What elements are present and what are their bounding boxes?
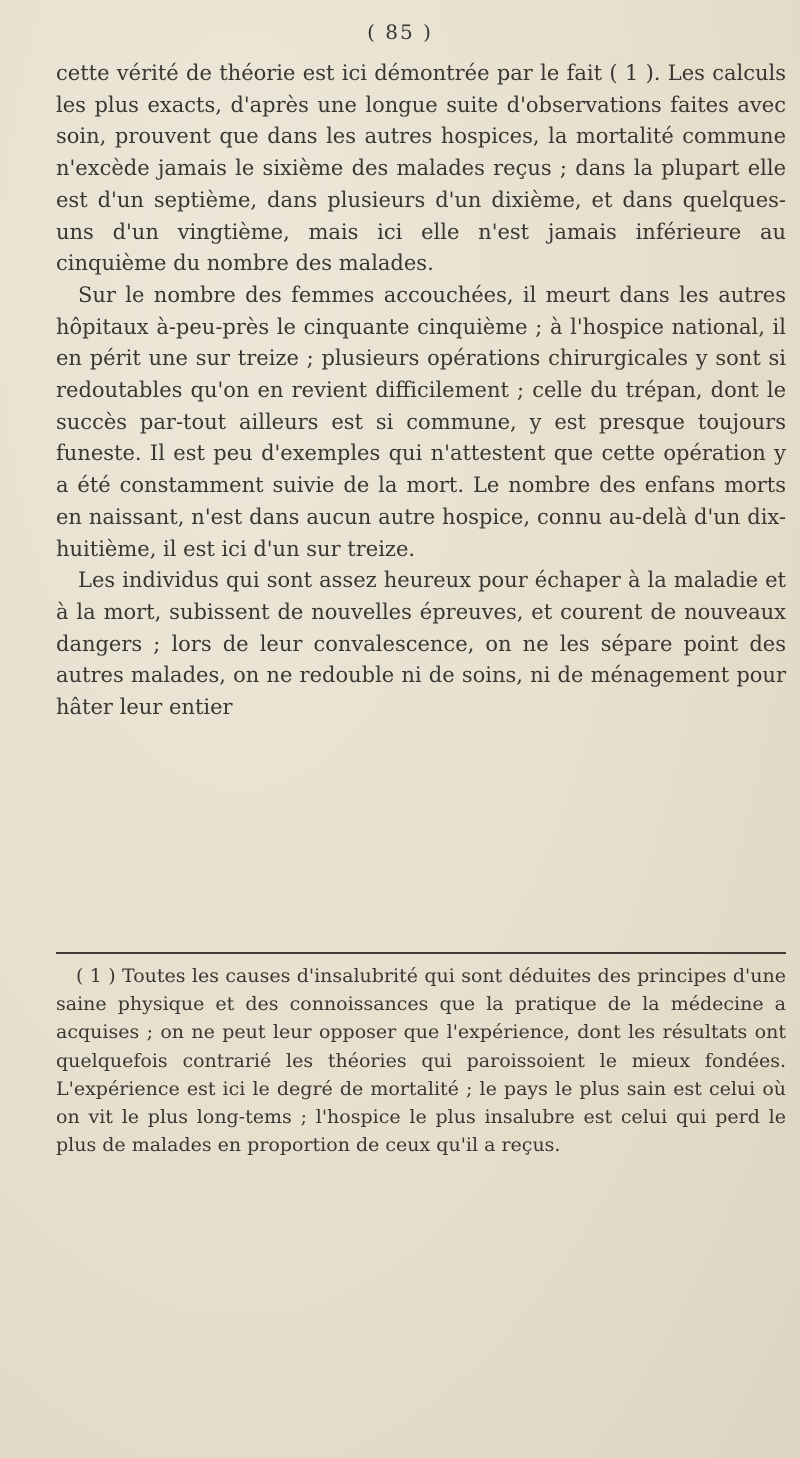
paragraph-3: Les individus qui sont assez heureux pour échaper à la maladie et à la mort, subissent de nouvelles épreuves, et courent de nouveaux dangers ; lors de leur convalescence, on ne les sépare point des autres malades, on ne redouble ni de soins, ni de ménagement pour hâter leur entier [56,568,786,720]
footnote-text: ( 1 ) Toutes les causes d'insalubrité qui sont déduites des principes d'une saine physique et des connoissances que la pratique de la médecine a acquises ; on ne peut leur opposer que l'expérience, dont les résultats ont quelquefois contrarié les théories qui paroissoient le mieux fondées. L'expérience est ici le degré de mortalité ; le pays le plus sain est celui où on vit le plus long-tems ; l'hospice le plus insalubre est celui qui perd le plus de malades en proportion de ceux qu'il a reçus. [56,965,786,1157]
footnote [56,962,786,1159]
footnote-separator [56,952,786,954]
main-text [56,58,786,724]
paragraph-2: Sur le nombre des femmes accouchées, il meurt dans les autres hôpitaux à-peu-près le cinquante cinquième ; à l'hospice national, il en périt une sur treize ; plusieurs opérations chirurgicales y sont si redoutables qu'on en revient difficilement ; celle du trépan, dont le succès par-tout ailleurs est si commune, y est presque toujours funeste. Il est peu d'exemples qui n'attestent que cette opération y a été constamment suivie de la mort. Le nombre des enfans morts en naissant, n'est dans aucun autre hospice, connu au-delà d'un dix-huitième, il est ici d'un sur treize. [56,282,786,561]
page-number: ( 85 ) [367,20,433,44]
paragraph-1: cette vérité de théorie est ici démontrée par le fait ( 1 ). Les calculs les plus exacts, d'après une longue suite d'observations faites avec soin, prouvent que dans les autres hospices, la mortalité commune n'excède jamais le sixième des malades reçus ; dans la plupart elle est d'un septième, dans plusieurs d'un dixième, et dans quelques-uns d'un vingtième, mais ici elle n'est jamais inférieure au cinquième du nombre des malades. [56,61,786,276]
